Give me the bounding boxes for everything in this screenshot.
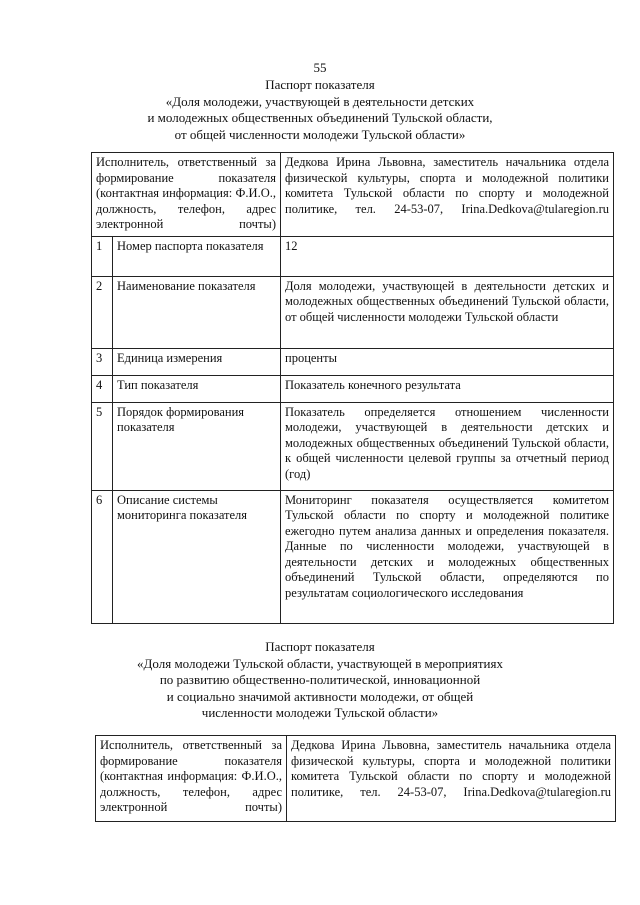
row-label: Единица измерения bbox=[113, 348, 281, 375]
row-value: Показатель конечного результата bbox=[281, 375, 614, 402]
page-number: 55 bbox=[313, 60, 327, 75]
table-row bbox=[92, 402, 614, 490]
row-number: 4 bbox=[92, 375, 113, 402]
passport1-title-line: «Доля молодежи, участвующей в деятельности детских bbox=[165, 93, 475, 109]
row-number: 2 bbox=[92, 276, 113, 348]
passport1-title-line: и молодежных общественных объединений Тульской области, bbox=[147, 110, 493, 125]
passport2-title-line: численности молодежи Тульской области» bbox=[201, 705, 439, 720]
row-number: 6 bbox=[92, 490, 113, 623]
passport2-title-line: «Доля молодежи Тульской области, участвующей в мероприятиях bbox=[137, 655, 503, 671]
passport2-title-line: по развитию общественно-политической, инновационной bbox=[159, 672, 481, 687]
row-value: 12 bbox=[281, 236, 614, 276]
row-label: Номер паспорта показателя bbox=[113, 236, 281, 276]
executor-value: Дедкова Ирина Львовна, заместитель начальника отдела физической культуры, спорта и молодежной политики комитета Тульской области по спорту и молодежной политике, тел. 24-53-07, Irina.Dedkova@tularegion.ru bbox=[287, 736, 616, 822]
passport2-title bbox=[0, 639, 640, 722]
table-row bbox=[92, 375, 614, 402]
executor-value: Дедкова Ирина Львовна, заместитель начальника отдела физической культуры, спорта и молодежной политики комитета Тульской области по спорту и молодежной политике, тел. 24-53-07, Irina.Dedkova@tularegion.ru bbox=[281, 153, 614, 237]
row-label: Наименование показателя bbox=[113, 276, 281, 348]
passport2-heading: Паспорт показателя bbox=[265, 639, 375, 654]
passport1-table bbox=[91, 152, 614, 624]
row-value: Доля молодежи, участвующей в деятельности детских и молодежных общественных объединений Тульской области, от общей численности молодежи Тульской области bbox=[281, 276, 614, 348]
passport1-heading: Паспорт показателя bbox=[265, 77, 375, 92]
row-value: Показатель определяется отношением численности молодежи, участвующей в деятельности детских и молодежных общественных объединений Тульской области, к общей численности целевой группы за отчетный период (год) bbox=[281, 402, 614, 490]
row-value: проценты bbox=[281, 348, 614, 375]
row-number: 3 bbox=[92, 348, 113, 375]
passport1-title bbox=[0, 77, 640, 143]
executor-label: Исполнитель, ответственный за формирование показателя (контактная информация: Ф.И.О., должность, телефон, адрес электронной почты) bbox=[96, 736, 287, 822]
table-row bbox=[96, 736, 616, 822]
row-number: 5 bbox=[92, 402, 113, 490]
passport2-table bbox=[95, 735, 616, 822]
passport2-title-line: и социально значимой активности молодежи, от общей bbox=[166, 688, 474, 704]
table-row bbox=[92, 236, 614, 276]
table-row bbox=[92, 153, 614, 237]
row-label: Описание системы мониторинга показателя bbox=[113, 490, 281, 623]
row-label: Порядок формирования показателя bbox=[113, 402, 281, 490]
row-number: 1 bbox=[92, 236, 113, 276]
table-row bbox=[92, 490, 614, 623]
passport1-title-line: от общей численности молодежи Тульской области» bbox=[174, 126, 466, 142]
row-label: Тип показателя bbox=[113, 375, 281, 402]
row-value: Мониторинг показателя осуществляется комитетом Тульской области по спорту и молодежной политике ежегодно путем анализа данных и определения показателя. Данные по численности молодежи, участвующей в деятельности детских и молодежных общественных объединений Тульской области, определяются по результатам социологического исследования bbox=[281, 490, 614, 623]
table-row bbox=[92, 348, 614, 375]
executor-label: Исполнитель, ответственный за формирование показателя (контактная информация: Ф.И.О., должность, телефон, адрес электронной почты) bbox=[92, 153, 281, 237]
table-row bbox=[92, 276, 614, 348]
